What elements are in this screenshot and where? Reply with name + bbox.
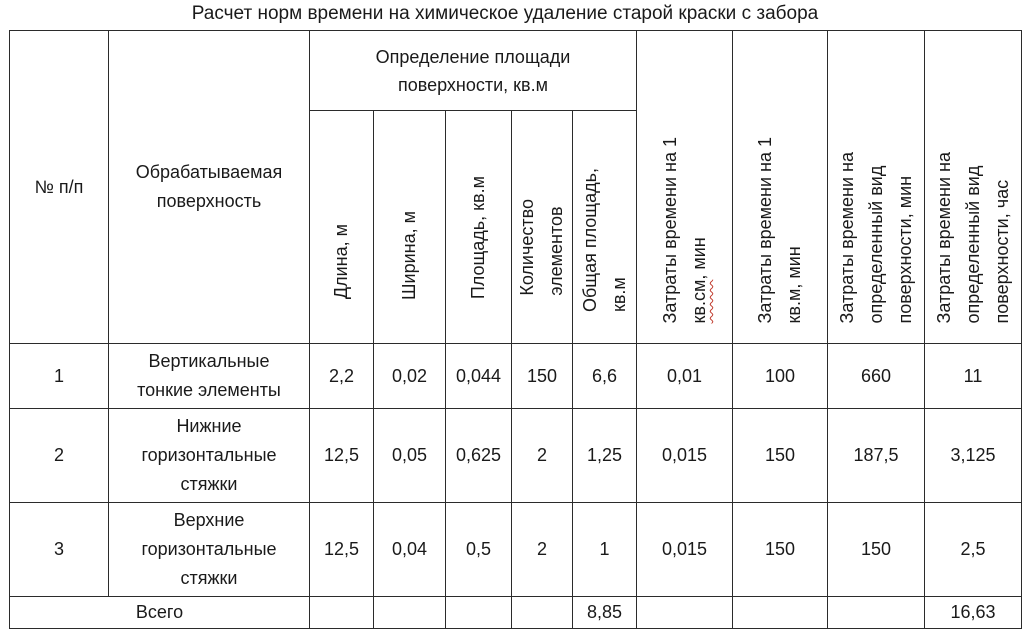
cell-time-sqm: 100 <box>733 344 828 409</box>
header-length-label: Длина, м <box>331 224 351 300</box>
cell-area: 0,044 <box>446 344 512 409</box>
cell-width: 0,04 <box>374 503 446 597</box>
cell-total-area: 6,6 <box>573 344 637 409</box>
cell-time-hour: 11 <box>925 344 1022 409</box>
header-total-area <box>573 111 637 344</box>
total-empty-cell <box>446 597 512 629</box>
header-time-hour-line2: определенный вид <box>962 165 983 323</box>
cell-length: 2,2 <box>310 344 374 409</box>
norms-table <box>9 30 1022 629</box>
cell-surface <box>109 344 310 409</box>
cell-count: 150 <box>512 344 573 409</box>
cell-num: 3 <box>10 503 109 597</box>
cell-time-sqcm: 0,015 <box>637 503 733 597</box>
total-total-area: 8,85 <box>573 597 637 629</box>
cell-count: 2 <box>512 503 573 597</box>
cell-total-area: 1 <box>573 503 637 597</box>
header-time-hour-line1: Затраты времени на <box>933 151 954 323</box>
cell-surface <box>109 503 310 597</box>
header-total-area-line1: Общая площадь, <box>579 167 600 312</box>
header-row-1 <box>10 31 1022 111</box>
cell-surface-text: Нижние горизонтальные стяжки <box>141 416 277 494</box>
header-length <box>310 111 374 344</box>
header-time-sqm <box>733 31 828 344</box>
total-empty-cell <box>733 597 828 629</box>
total-empty-cell <box>310 597 374 629</box>
cell-time-hour: 3,125 <box>925 409 1022 503</box>
table-row <box>10 409 1022 503</box>
header-time-hour <box>925 31 1022 344</box>
cell-area: 0,625 <box>446 409 512 503</box>
header-time-min <box>828 31 925 344</box>
cell-time-sqm: 150 <box>733 409 828 503</box>
document-title: Расчет норм времени на химическое удаление старой краски с забора <box>191 3 819 24</box>
total-time-hour: 16,63 <box>925 597 1022 629</box>
header-surface-label: Обрабатываемая поверхность <box>135 162 283 211</box>
header-time-min-line1: Затраты времени на <box>836 151 857 323</box>
header-area-group-label: Определение площади поверхности, кв.м <box>375 46 571 95</box>
table-row <box>10 503 1022 597</box>
cell-surface <box>109 409 310 503</box>
header-time-min-line2: определенный вид <box>865 165 886 323</box>
cell-time-sqm: 150 <box>733 503 828 597</box>
cell-num: 1 <box>10 344 109 409</box>
cell-surface-text: Верхние горизонтальные стяжки <box>141 510 277 588</box>
cell-time-min: 150 <box>828 503 925 597</box>
total-empty-cell <box>828 597 925 629</box>
header-total-area-line2: кв.м <box>608 276 629 312</box>
cell-time-hour: 2,5 <box>925 503 1022 597</box>
cell-time-min: 660 <box>828 344 925 409</box>
header-time-sqm-line1: Затраты времени на 1 <box>755 136 775 323</box>
header-surface <box>109 31 310 344</box>
cell-surface-text: Вертикальные тонкие элементы <box>137 351 281 400</box>
header-area <box>446 111 512 344</box>
cell-time-sqcm: 0,01 <box>637 344 733 409</box>
header-area-label: Площадь, кв.м <box>468 176 488 300</box>
cell-width: 0,05 <box>374 409 446 503</box>
cell-num: 2 <box>10 409 109 503</box>
cell-count: 2 <box>512 409 573 503</box>
header-time-hour-line3: поверхности, час <box>991 179 1012 323</box>
header-count-line2: элементов <box>546 206 566 296</box>
header-num: № п/п <box>10 31 109 344</box>
table-row <box>10 344 1022 409</box>
total-row <box>10 597 1022 629</box>
header-time-sqcm-suffix: , мин <box>688 236 709 280</box>
header-count <box>512 111 573 344</box>
header-time-sqm-line2: кв.м, мин <box>784 245 804 323</box>
header-time-sqcm-unit: кв.см <box>688 279 709 323</box>
total-label: Всего <box>10 597 310 629</box>
header-area-group <box>310 31 637 111</box>
header-time-min-line3: поверхности, мин <box>894 175 915 323</box>
total-empty-cell <box>637 597 733 629</box>
cell-total-area: 1,25 <box>573 409 637 503</box>
header-width <box>374 111 446 344</box>
header-count-line1: Количество <box>517 198 537 296</box>
cell-length: 12,5 <box>310 503 374 597</box>
cell-length: 12,5 <box>310 409 374 503</box>
cell-area: 0,5 <box>446 503 512 597</box>
cell-width: 0,02 <box>374 344 446 409</box>
cell-time-sqcm: 0,015 <box>637 409 733 503</box>
header-width-label: Ширина, м <box>399 210 419 300</box>
header-time-sqcm <box>637 31 733 344</box>
header-time-sqcm-line1: Затраты времени на 1 <box>659 136 680 323</box>
total-empty-cell <box>512 597 573 629</box>
total-empty-cell <box>374 597 446 629</box>
cell-time-min: 187,5 <box>828 409 925 503</box>
